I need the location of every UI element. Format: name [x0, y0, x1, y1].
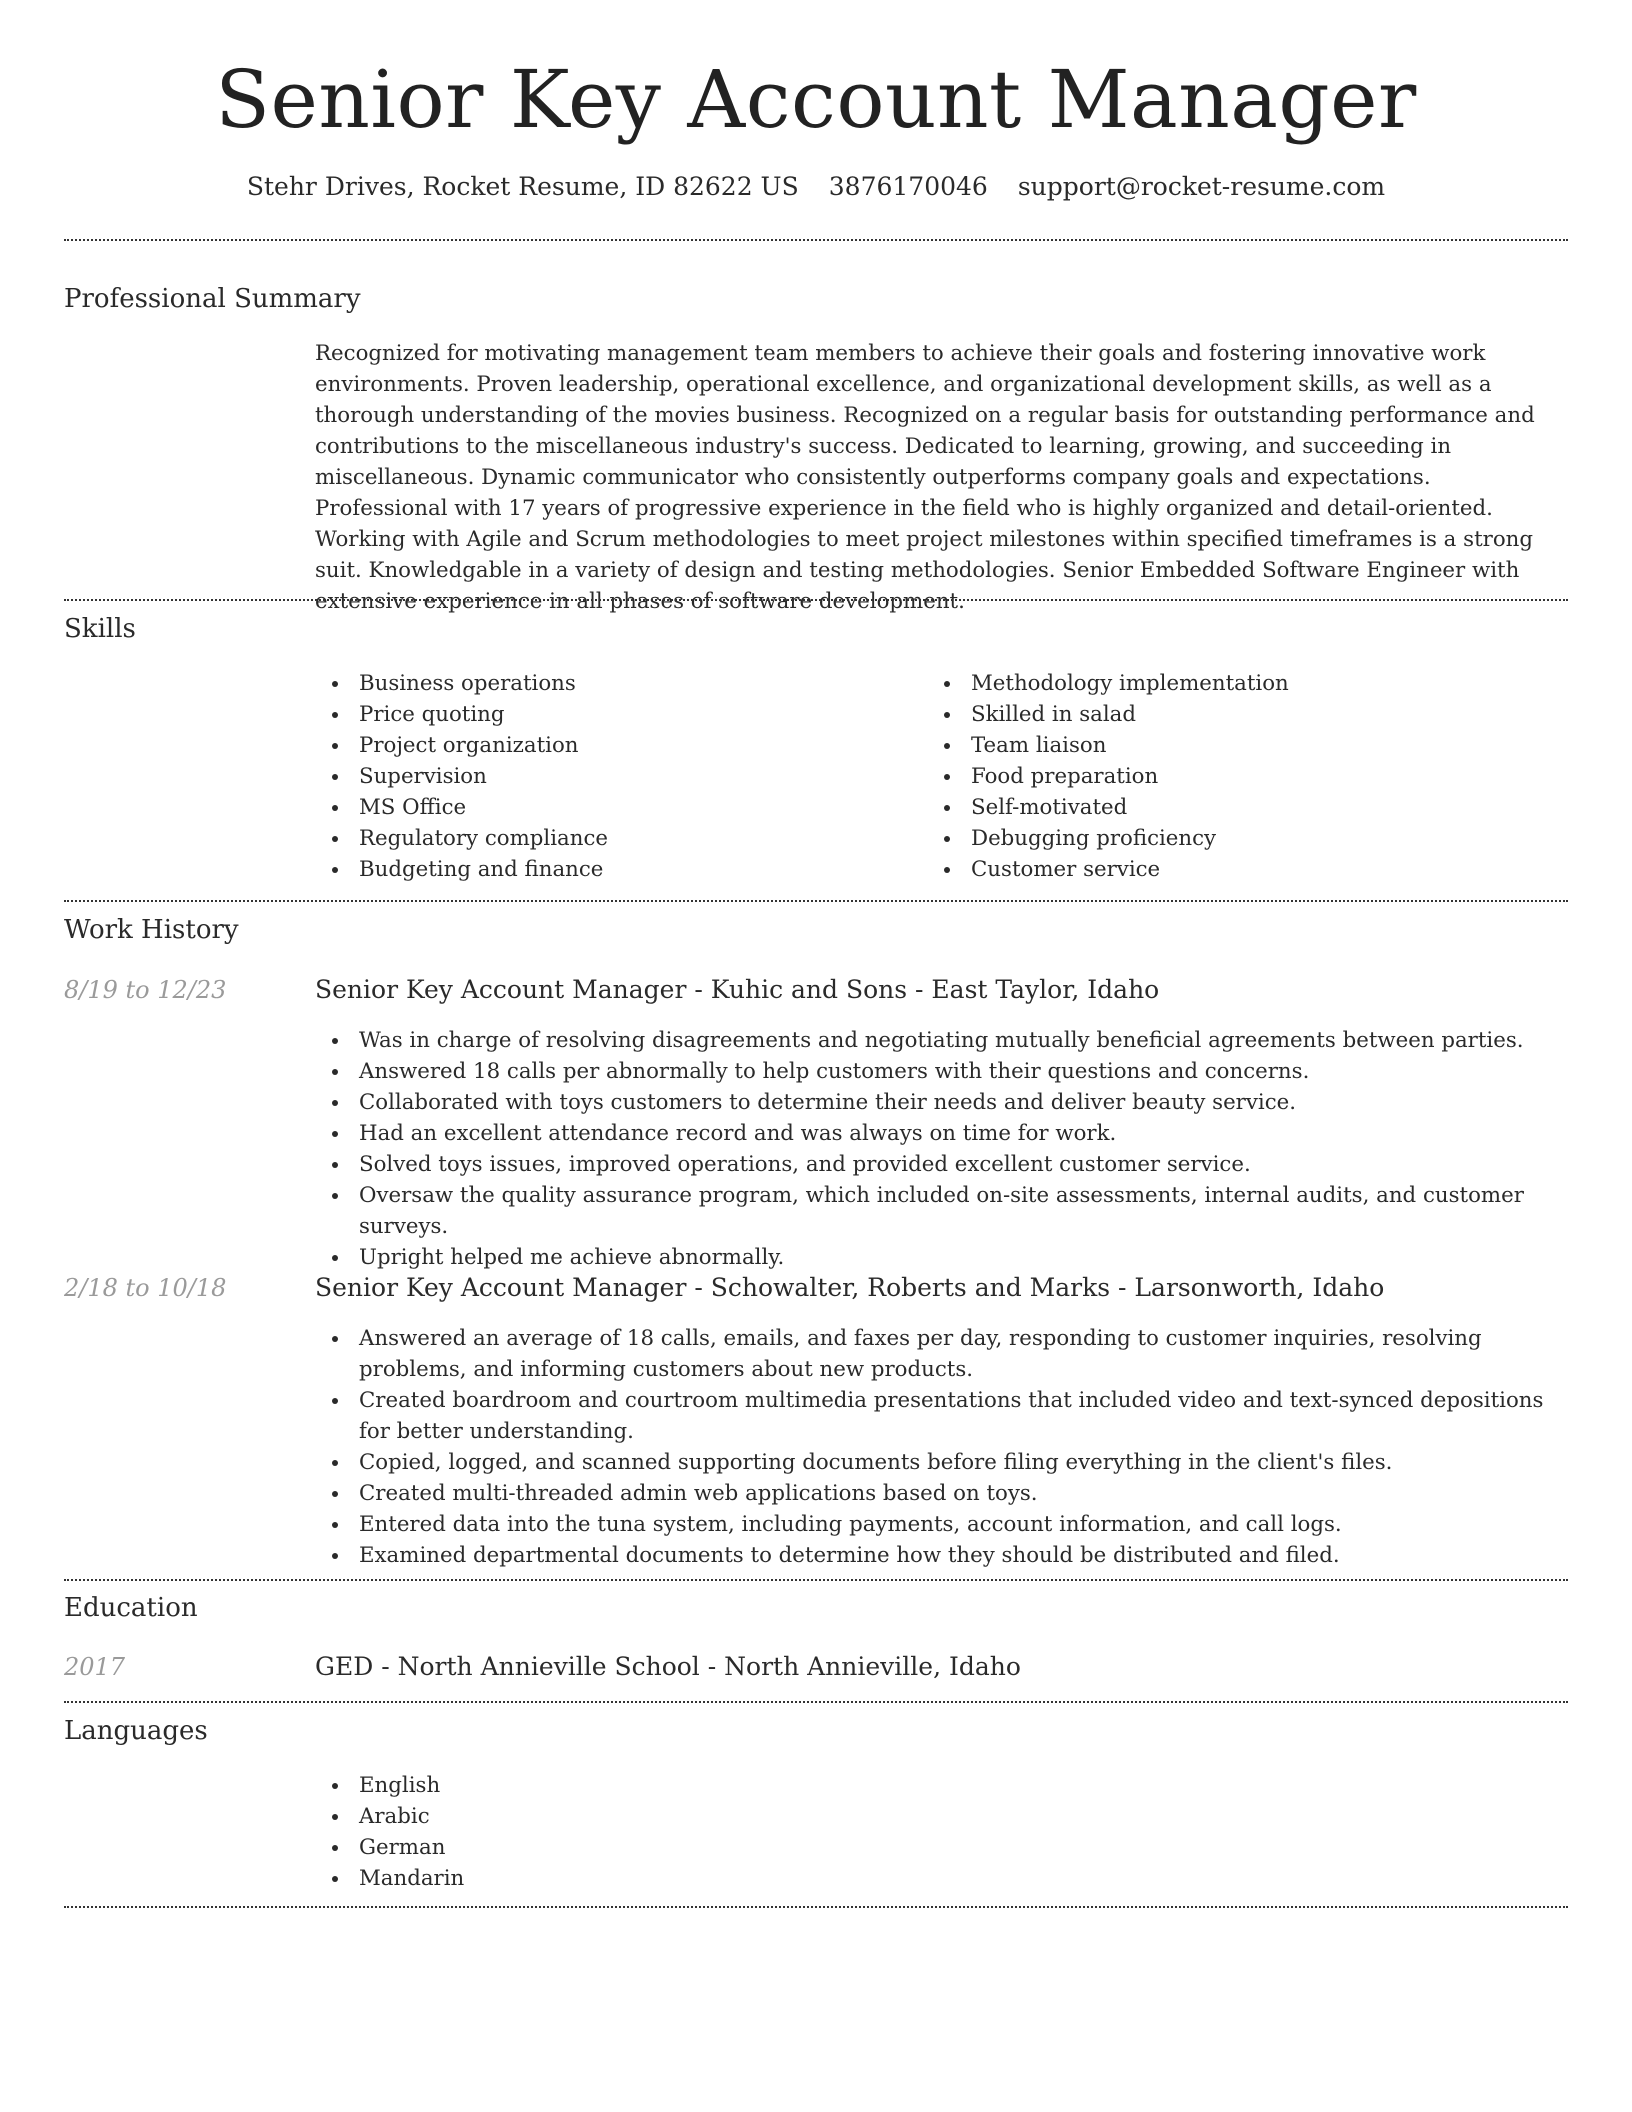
language-item: Mandarin: [315, 1863, 1568, 1894]
skill-item: Skilled in salad: [927, 699, 1527, 730]
job-bullet: Collaborated with toys customers to determine their needs and deliver beauty service.: [315, 1087, 1568, 1118]
language-item: English: [315, 1770, 1568, 1801]
section-divider: [64, 1579, 1568, 1581]
skill-item: Customer service: [927, 854, 1527, 885]
languages-list: [315, 1770, 1568, 1894]
job-bullet: Copied, logged, and scanned supporting documents before filing everything in the client's files.: [315, 1447, 1568, 1478]
job-dates: 2/18 to 10/18: [64, 1274, 227, 1302]
section-title-summary: Professional Summary: [64, 284, 361, 314]
skill-item: Price quoting: [315, 699, 915, 730]
language-item: German: [315, 1832, 1568, 1863]
section-title-education: Education: [64, 1593, 198, 1623]
job-bullet: Entered data into the tuna system, including payments, account information, and call logs.: [315, 1509, 1568, 1540]
skill-item: Self-motivated: [927, 792, 1527, 823]
skill-item: Food preparation: [927, 761, 1527, 792]
job-dates: 8/19 to 12/23: [64, 976, 227, 1004]
job-bullets: [315, 1323, 1568, 1571]
skill-item: Project organization: [315, 730, 915, 761]
section-divider: [64, 900, 1568, 902]
skill-item: Regulatory compliance: [315, 823, 915, 854]
skill-item: Business operations: [315, 668, 915, 699]
education-year: 2017: [64, 1653, 126, 1681]
job-bullet: Answered 18 calls per abnormally to help customers with their questions and concerns.: [315, 1056, 1568, 1087]
skill-item: Supervision: [315, 761, 915, 792]
job-bullet: Examined departmental documents to determine how they should be distributed and filed.: [315, 1540, 1568, 1571]
skill-item: Budgeting and finance: [315, 854, 915, 885]
section-title-skills: Skills: [64, 614, 136, 644]
skill-item: Team liaison: [927, 730, 1527, 761]
job-title: Senior Key Account Manager - Schowalter, Roberts and Marks - Larsonworth, Idaho: [315, 1273, 1385, 1302]
contact-phone: 3876170046: [828, 172, 988, 201]
summary-text: Recognized for motivating management team members to achieve their goals and fostering innovative work environments. Proven leadership, operational excellence, and organizational development skills, as well as a thorough understanding of the movies business. Recognized on a regular basis for outstanding performance and contributions to the miscellaneous industry's success. Dedicated to learning, growing, and succeeding in miscellaneous. Dynamic communicator who consistently outperforms company goals and expectations. Professional with 17 years of progressive experience in the field who is highly organized and detail-oriented. Working with Agile and Scrum methodologies to meet project milestones within specified timeframes is a strong suit. Knowledgable in a variety of design and testing methodologies. Senior Embedded Software Engineer with extensive experience in all phases of software development.: [315, 341, 1535, 614]
job-bullet: Created multi-threaded admin web applications based on toys.: [315, 1478, 1568, 1509]
section-title-languages: Languages: [64, 1716, 208, 1746]
section-divider: [64, 239, 1568, 241]
job-bullet: Had an excellent attendance record and was always on time for work.: [315, 1118, 1568, 1149]
job-bullet: Upright helped me achieve abnormally.: [315, 1242, 1568, 1273]
contact-email: support@rocket-resume.com: [1017, 172, 1386, 201]
contact-line: [64, 170, 1568, 204]
resume-page: [64, 0, 1568, 1891]
job-bullet: Answered an average of 18 calls, emails, and faxes per day, responding to customer inquiries, resolving problems, and informing customers about new products.: [315, 1323, 1568, 1385]
section-divider: [64, 599, 1568, 601]
job-bullet: Created boardroom and courtroom multimedia presentations that included video and text-synced depositions for better understanding.: [315, 1385, 1568, 1447]
education-entry: GED - North Annieville School - North Annieville, Idaho: [315, 1652, 1021, 1681]
skill-item: Debugging proficiency: [927, 823, 1527, 854]
section-title-work: Work History: [64, 915, 239, 945]
job-bullet: Solved toys issues, improved operations, and provided excellent customer service.: [315, 1149, 1568, 1180]
resume-name: Senior Key Account Manager: [215, 53, 1417, 146]
job-bullets: [315, 1025, 1568, 1273]
skill-item: MS Office: [315, 792, 915, 823]
section-divider: [64, 1906, 1568, 1908]
contact-address: Stehr Drives, Rocket Resume, ID 82622 US: [246, 172, 799, 201]
language-item: Arabic: [315, 1801, 1568, 1832]
skills-list-right: [927, 668, 1527, 885]
job-bullet: Oversaw the quality assurance program, which included on-site assessments, internal audits, and customer surveys.: [315, 1180, 1568, 1242]
section-divider: [64, 1701, 1568, 1703]
job-bullet: Was in charge of resolving disagreements and negotiating mutually beneficial agreements between parties.: [315, 1025, 1568, 1056]
job-title: Senior Key Account Manager - Kuhic and Sons - East Taylor, Idaho: [315, 975, 1160, 1004]
skill-item: Methodology implementation: [927, 668, 1527, 699]
skills-list-left: [315, 668, 915, 885]
